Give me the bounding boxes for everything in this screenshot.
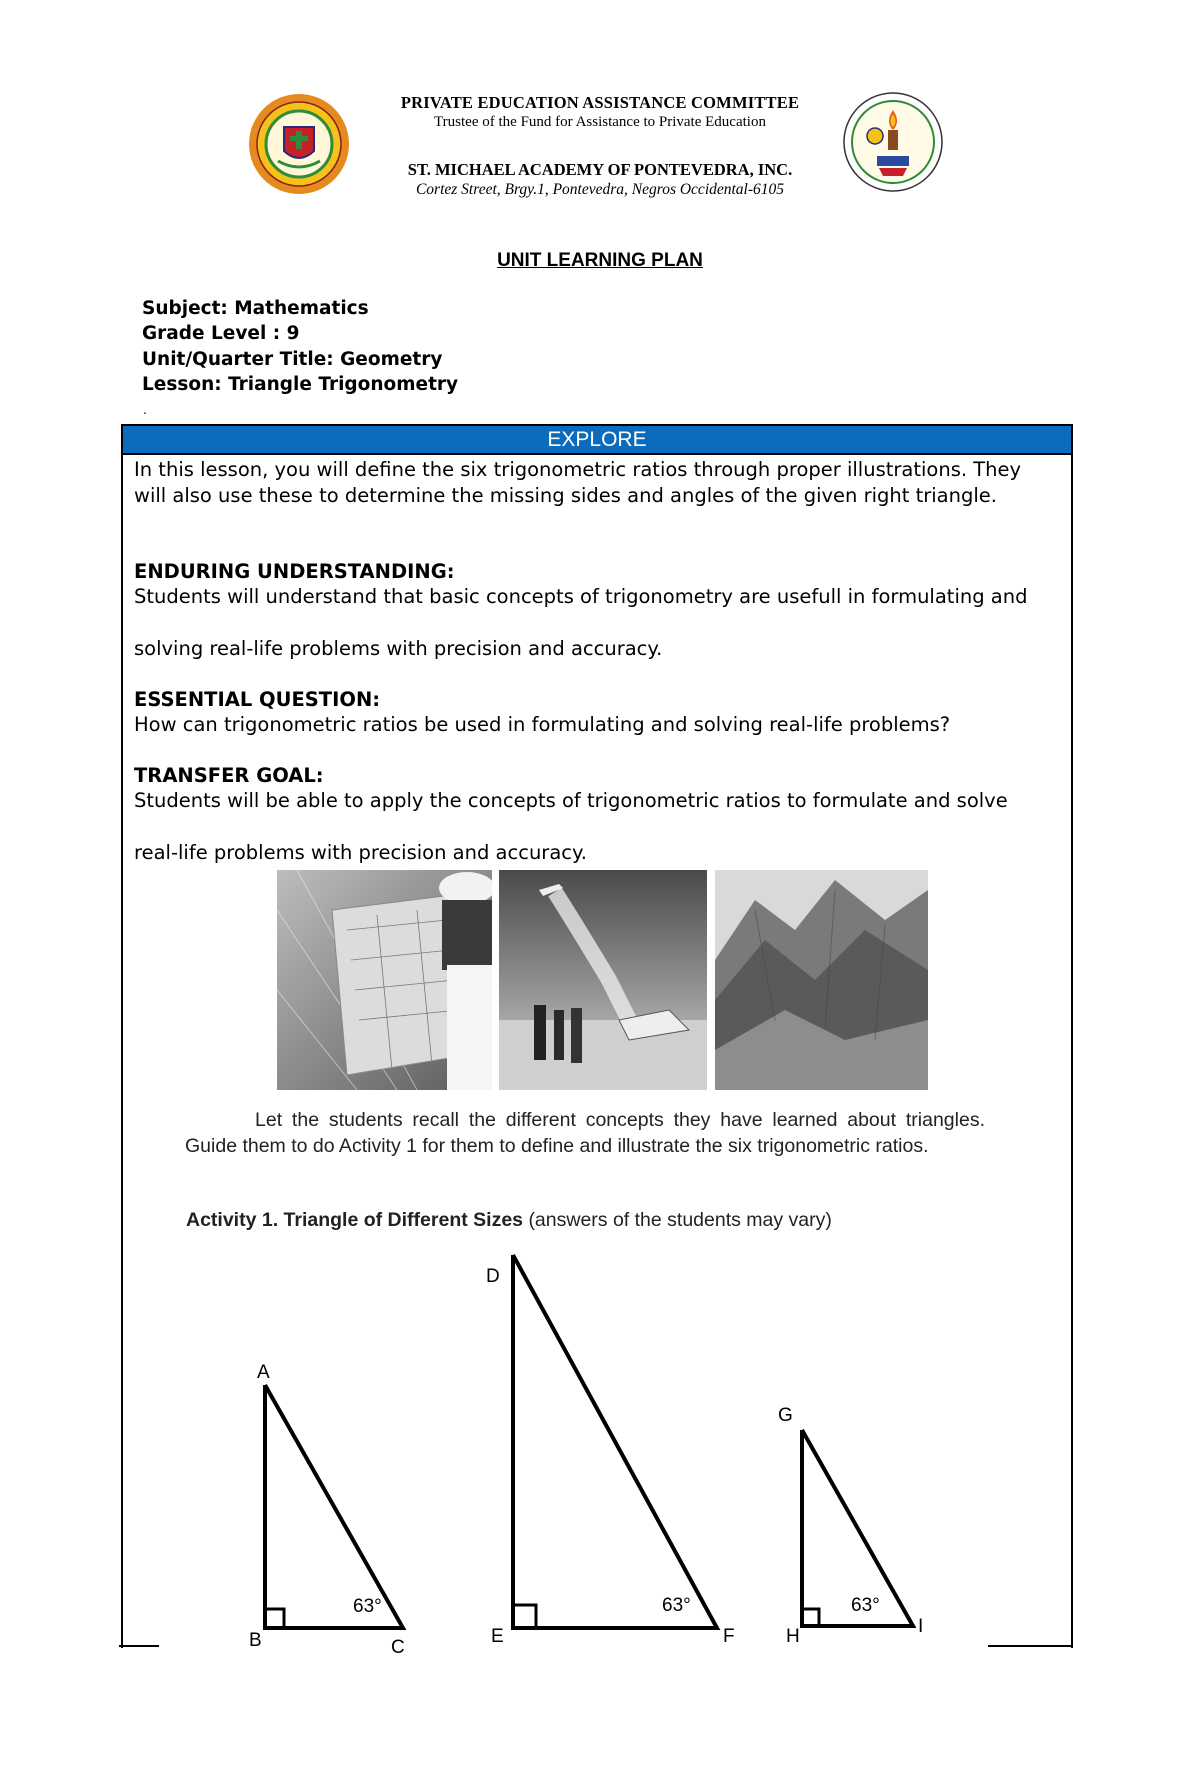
vertex-g: G [778, 1405, 793, 1426]
angle-label-2: 63° [662, 1595, 691, 1616]
intro-text: In this lesson, you will define the six trigonometric ratios through proper illustrations. They will also use these to determine the missing sides and angles of the given right triangle. [134, 458, 1022, 507]
tg-heading: TRANSFER GOAL: [134, 764, 324, 787]
doc-title: UNIT LEARNING PLAN [497, 250, 703, 271]
explore-bar: EXPLORE [123, 426, 1071, 455]
vertex-c: C [391, 1637, 405, 1658]
eq-heading: ESSENTIAL QUESTION: [134, 688, 381, 711]
lesson-line: Lesson: Triangle Trigonometry [142, 374, 459, 395]
eq-text: How can trigonometric ratios be used in formulating and solving real-life problems? [134, 713, 951, 736]
eu-heading: ENDURING UNDERSTANDING: [134, 560, 455, 583]
angle-label-3: 63° [851, 1595, 880, 1616]
unit-line: Unit/Quarter Title: Geometry [142, 349, 443, 370]
eu-line-1: Students will understand that basic concepts of trigonometry are usefull in formulating and [134, 585, 1028, 608]
stray-dot: . [143, 403, 147, 417]
recall-paragraph [185, 1107, 985, 1159]
vertex-i: I [918, 1616, 924, 1637]
photo-mountains [715, 870, 928, 1090]
subject-line: Subject: Mathematics [142, 298, 369, 319]
triangles-figure [0, 1240, 1200, 1660]
eu-line-2: solving real-life problems with precision and accuracy. [134, 637, 663, 660]
vertex-a: A [257, 1362, 270, 1383]
tg-line-2: real-life problems with precision and accuracy. [134, 841, 587, 864]
vertex-f: F [723, 1626, 735, 1647]
recall-text: Let the students recall the different concepts they have learned about triangles. Guide them to do Activity 1 for them to define and illustrate the six trigonometric ratios. [185, 1109, 985, 1157]
trustee-line: Trustee of the Fund for Assistance to Private Education [434, 114, 766, 130]
activity-note: (answers of the students may vary) [528, 1209, 832, 1231]
left-logo [248, 93, 350, 195]
vertex-b: B [249, 1630, 262, 1651]
photo-airplane [499, 870, 707, 1090]
tg-line-1: Students will be able to apply the concepts of trigonometric ratios to formulate and solve [134, 789, 1008, 812]
vertex-e: E [491, 1626, 504, 1647]
triangle-def [513, 1255, 717, 1628]
right-logo [843, 92, 943, 192]
photo-engineer [277, 870, 492, 1090]
angle-label-1: 63° [353, 1596, 382, 1617]
activity-title: Activity 1. Triangle of Different Sizes [186, 1209, 524, 1231]
vertex-h: H [786, 1626, 800, 1647]
school-name: ST. MICHAEL ACADEMY OF PONTEVEDRA, INC. [407, 160, 793, 179]
activity-heading [186, 1209, 832, 1232]
grade-line: Grade Level : 9 [142, 323, 300, 344]
school-address: Cortez Street, Brgy.1, Pontevedra, Negros Occidental-6105 [415, 181, 785, 198]
triangle-abc [265, 1385, 403, 1628]
vertex-d: D [486, 1266, 500, 1287]
org-name: PRIVATE EDUCATION ASSISTANCE COMMITTEE [400, 93, 800, 112]
